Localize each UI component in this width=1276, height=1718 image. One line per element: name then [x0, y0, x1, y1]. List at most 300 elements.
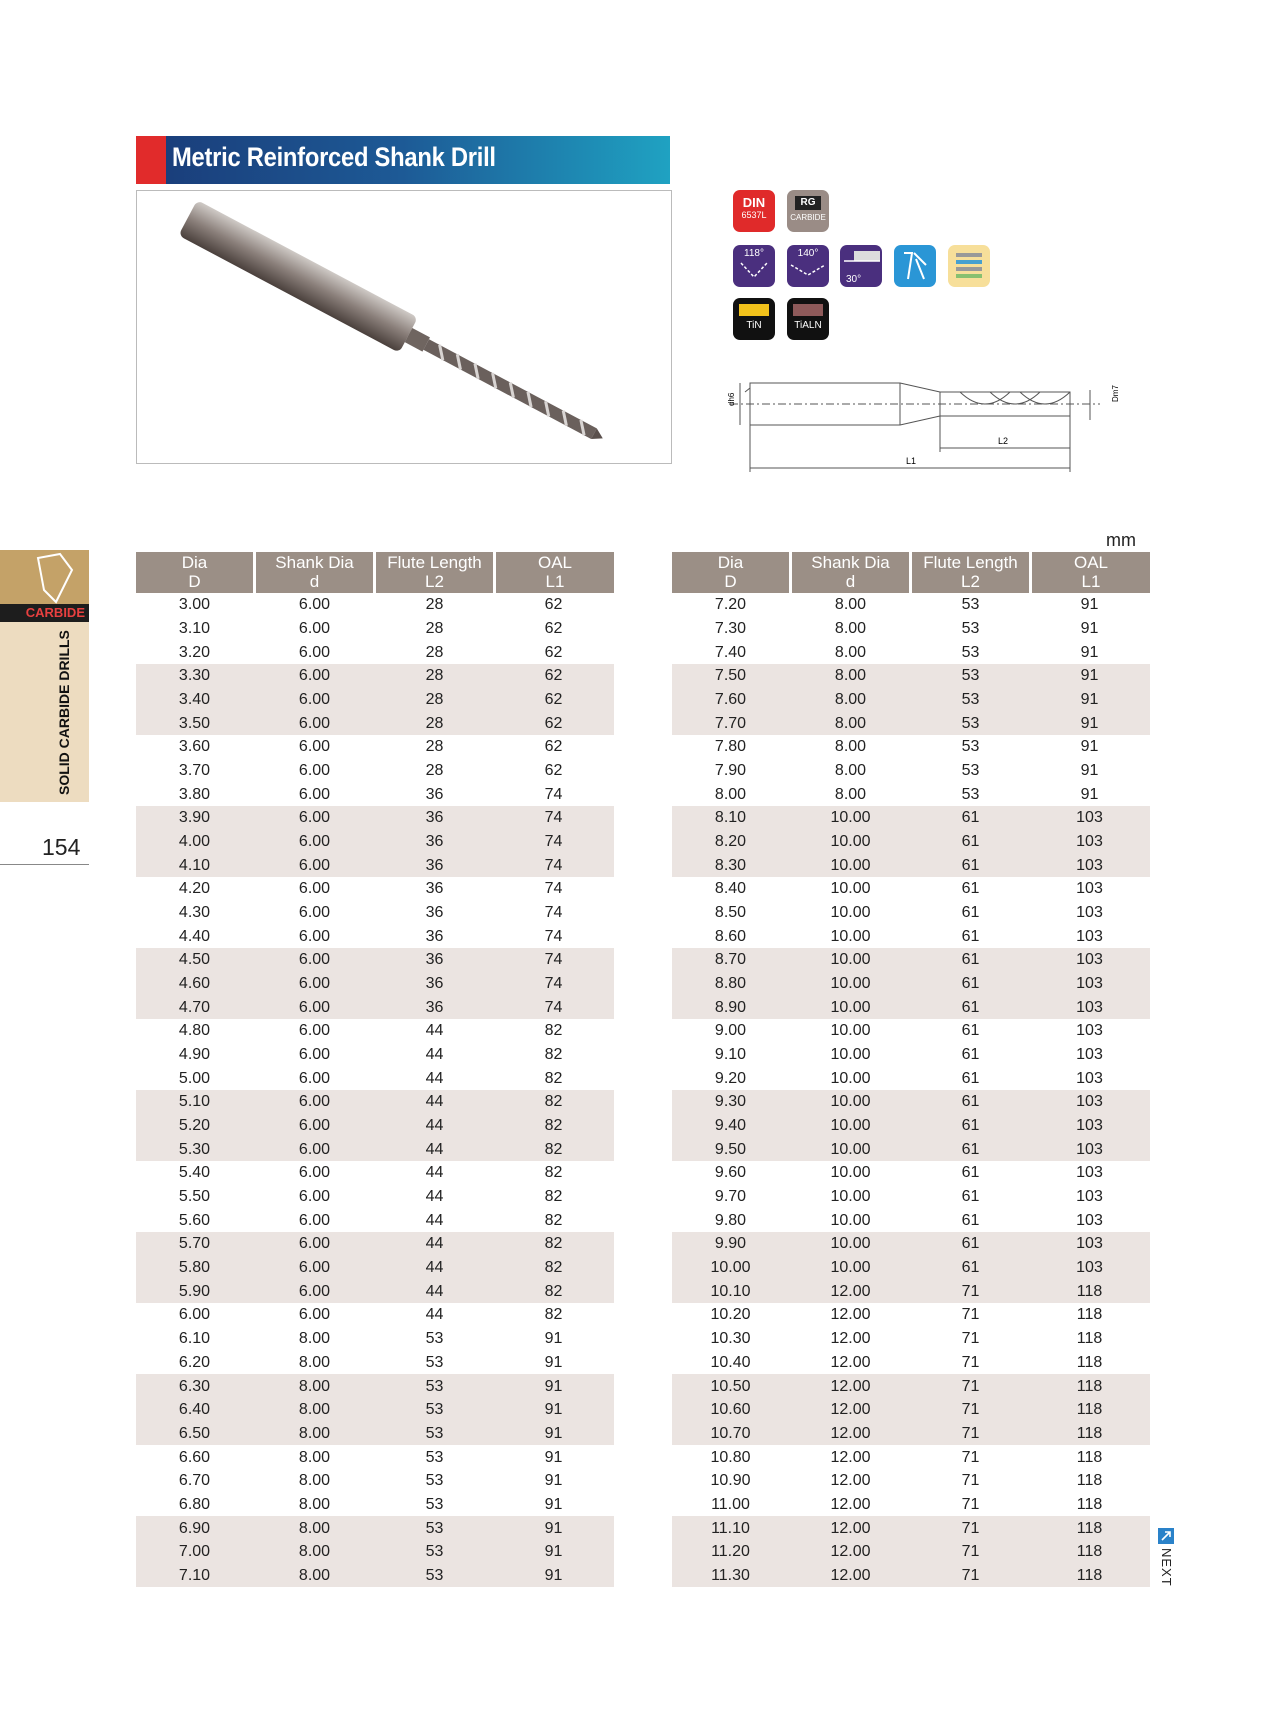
cell-oal: 82	[544, 1046, 563, 1064]
table-row	[672, 1327, 1150, 1351]
cell-dia: 7.40	[714, 643, 747, 661]
cell-dia: 4.20	[178, 880, 211, 898]
cell-dia: 5.50	[178, 1188, 211, 1206]
cell-shank-dia: 10.00	[830, 1069, 871, 1087]
cell-flute-length: 53	[961, 620, 980, 637]
cell-oal: 91	[1080, 738, 1099, 756]
table-row	[672, 1066, 1150, 1090]
cell-dia: 6.50	[136, 1422, 256, 1446]
cell-flute-length: 28	[425, 620, 444, 637]
cell-flute-length: 61	[961, 1188, 980, 1206]
cell-oal: 118	[1032, 1564, 1150, 1588]
table-row	[672, 1161, 1150, 1185]
table-row	[672, 1043, 1150, 1067]
application-chart-icon	[948, 245, 990, 287]
cell-shank-dia: 8.00	[298, 1495, 331, 1513]
section-name: SOLID CARBIDE DRILLS	[56, 630, 72, 795]
cell-shank-dia: 12.00	[792, 1422, 912, 1446]
table-row	[672, 735, 1150, 759]
cell-shank-dia: 6.00	[256, 688, 376, 712]
arrow-icon	[1158, 1528, 1174, 1544]
cell-dia: 7.10	[136, 1564, 256, 1588]
cell-dia: 9.10	[714, 1046, 747, 1064]
drill-photo-image	[137, 191, 671, 463]
cell-oal: 62	[496, 664, 614, 688]
cell-oal: 74	[496, 972, 614, 996]
table-row	[672, 759, 1150, 783]
cell-oal: 62	[544, 620, 563, 637]
table-row	[136, 853, 614, 877]
cell-dia: 7.60	[672, 688, 792, 712]
cell-shank-dia: 10.00	[792, 806, 912, 830]
table-row	[672, 1019, 1150, 1043]
cell-oal: 103	[1032, 1256, 1150, 1280]
carbide-label: CARBIDE	[0, 604, 89, 622]
cell-dia: 6.30	[136, 1374, 256, 1398]
table-row	[672, 640, 1150, 664]
cell-dia: 9.60	[714, 1164, 747, 1182]
cell-dia: 4.70	[136, 995, 256, 1019]
cell-shank-dia: 8.00	[834, 762, 867, 780]
cell-flute-length: 61	[961, 880, 980, 898]
cell-shank-dia: 6.00	[298, 1211, 331, 1229]
table-row	[672, 1114, 1150, 1138]
cell-oal: 91	[544, 1495, 563, 1513]
cell-dia: 3.70	[178, 762, 211, 780]
cell-oal: 118	[1032, 1398, 1150, 1422]
cell-dia: 5.20	[136, 1114, 256, 1138]
cell-oal: 103	[1076, 1022, 1103, 1040]
table-row	[672, 1540, 1150, 1564]
table-row	[672, 853, 1150, 877]
table-row	[672, 1185, 1150, 1209]
cell-dia: 3.00	[178, 596, 211, 614]
cell-oal: 103	[1032, 995, 1150, 1019]
cell-oal: 82	[496, 1256, 614, 1280]
cell-flute-length: 53	[912, 664, 1032, 688]
cell-dia: 9.20	[714, 1069, 747, 1087]
cell-flute-length: 71	[912, 1516, 1032, 1540]
cell-oal: 91	[544, 1472, 563, 1490]
cell-shank-dia: 10.00	[830, 1211, 871, 1229]
table-row	[672, 1351, 1150, 1375]
cell-shank-dia: 12.00	[792, 1516, 912, 1540]
unit-label: mm	[1106, 530, 1136, 550]
cell-shank-dia: 6.00	[256, 972, 376, 996]
cell-flute-length: 44	[425, 1188, 444, 1206]
cell-oal: 91	[496, 1422, 614, 1446]
table-row	[136, 1398, 614, 1422]
table-row	[136, 1114, 614, 1138]
cell-dia: 6.70	[178, 1472, 211, 1490]
cell-shank-dia: 6.00	[298, 1069, 331, 1087]
cell-shank-dia: 6.00	[298, 1046, 331, 1064]
tin-coating-badge	[733, 298, 775, 340]
point-angle-118-badge	[733, 245, 775, 287]
cell-dia: 10.80	[710, 1448, 751, 1466]
col-header-flute-length: Flute Length L2	[376, 552, 496, 593]
cell-dia: 11.20	[672, 1540, 792, 1564]
table-row	[136, 1516, 614, 1540]
col-header-dia: Dia D	[136, 552, 256, 593]
cell-shank-dia: 10.00	[830, 1164, 871, 1182]
cell-dia: 9.70	[714, 1188, 747, 1206]
cell-oal: 103	[1032, 948, 1150, 972]
drill-logo-icon	[0, 550, 89, 606]
table-row	[672, 1279, 1150, 1303]
cell-oal: 103	[1076, 1046, 1103, 1064]
cell-flute-length: 36	[376, 972, 496, 996]
cell-dia: 6.10	[178, 1330, 211, 1348]
cell-flute-length: 44	[376, 1114, 496, 1138]
cell-oal: 91	[1032, 664, 1150, 688]
cell-shank-dia: 6.00	[256, 806, 376, 830]
cell-oal: 91	[1032, 688, 1150, 712]
cell-flute-length: 71	[961, 1472, 980, 1490]
cell-dia: 5.40	[178, 1164, 211, 1182]
cell-oal: 118	[1076, 1448, 1103, 1466]
cell-dia: 4.90	[178, 1046, 211, 1064]
cell-oal: 103	[1032, 806, 1150, 830]
table-row	[136, 1540, 614, 1564]
cell-dia: 11.30	[672, 1564, 792, 1588]
cell-oal: 118	[1076, 1306, 1103, 1324]
angle-140-label: 140°	[797, 248, 819, 259]
table-row	[136, 640, 614, 664]
table-row	[672, 1422, 1150, 1446]
cell-oal: 82	[496, 1232, 614, 1256]
cell-dia: 9.30	[672, 1090, 792, 1114]
cell-flute-length: 61	[912, 972, 1032, 996]
cell-oal: 118	[1076, 1353, 1103, 1371]
cell-flute-length: 44	[376, 1232, 496, 1256]
cell-flute-length: 53	[376, 1540, 496, 1564]
cell-flute-length: 53	[376, 1374, 496, 1398]
cell-oal: 82	[544, 1022, 563, 1040]
cell-flute-length: 36	[376, 948, 496, 972]
cell-shank-dia: 6.00	[298, 596, 331, 614]
cell-shank-dia: 6.00	[298, 738, 331, 756]
next-page-icon[interactable]	[1158, 1528, 1174, 1544]
cell-dia: 10.00	[672, 1256, 792, 1280]
cell-oal: 118	[1032, 1422, 1150, 1446]
cell-flute-length: 28	[425, 596, 444, 614]
table-row	[136, 735, 614, 759]
table-row	[672, 877, 1150, 901]
cell-shank-dia: 10.00	[792, 1090, 912, 1114]
cell-flute-length: 71	[912, 1540, 1032, 1564]
table-row	[672, 1137, 1150, 1161]
table-row	[672, 1469, 1150, 1493]
helix-angle-label: 30°	[846, 274, 862, 285]
table-row	[136, 711, 614, 735]
table-row	[136, 1137, 614, 1161]
cell-shank-dia: 12.00	[792, 1564, 912, 1588]
cell-shank-dia: 6.00	[256, 1137, 376, 1161]
cell-oal: 82	[544, 1211, 563, 1229]
point-angle-icon	[787, 259, 829, 281]
table-row	[136, 972, 614, 996]
table-row	[672, 688, 1150, 712]
point-angle-icon	[733, 259, 775, 281]
cell-oal: 74	[496, 830, 614, 854]
cell-dia: 6.00	[178, 1306, 211, 1324]
cell-oal: 118	[1076, 1495, 1103, 1513]
table-row	[672, 1445, 1150, 1469]
cell-dia: 9.80	[714, 1211, 747, 1229]
page-number-rule	[0, 864, 89, 865]
table-row	[136, 1208, 614, 1232]
table-row	[672, 711, 1150, 735]
cell-shank-dia: 10.00	[792, 1256, 912, 1280]
cell-flute-length: 44	[425, 1046, 444, 1064]
cell-shank-dia: 10.00	[792, 1232, 912, 1256]
cell-flute-length: 44	[376, 1137, 496, 1161]
cell-shank-dia: 12.00	[792, 1540, 912, 1564]
cell-dia: 7.50	[672, 664, 792, 688]
cell-oal: 82	[496, 1090, 614, 1114]
product-photo	[136, 190, 672, 464]
cell-shank-dia: 6.00	[298, 1022, 331, 1040]
table-row	[672, 948, 1150, 972]
cell-flute-length: 61	[961, 1164, 980, 1182]
cell-oal: 118	[1076, 1330, 1103, 1348]
table-row	[136, 1564, 614, 1588]
cell-shank-dia: 10.00	[830, 1188, 871, 1206]
table-row	[672, 901, 1150, 925]
cell-shank-dia: 8.00	[792, 711, 912, 735]
table-row	[672, 1256, 1150, 1280]
cell-oal: 103	[1032, 830, 1150, 854]
cell-dia: 3.60	[178, 738, 211, 756]
cell-dia: 7.30	[714, 620, 747, 637]
cell-dia: 10.50	[672, 1374, 792, 1398]
tialn-label: TiALN	[794, 320, 822, 331]
cell-shank-dia: 10.00	[830, 927, 871, 945]
cell-shank-dia: 8.00	[834, 738, 867, 756]
cell-flute-length: 61	[961, 1069, 980, 1087]
cell-oal: 74	[544, 785, 563, 803]
cell-flute-length: 61	[961, 1022, 980, 1040]
cell-dia: 7.90	[714, 762, 747, 780]
table-row	[136, 759, 614, 783]
cell-oal: 118	[1032, 1279, 1150, 1303]
cell-dia: 8.40	[714, 880, 747, 898]
grade-badge-label: RG	[795, 196, 821, 210]
cell-dia: 8.10	[672, 806, 792, 830]
cell-dia: 9.00	[714, 1022, 747, 1040]
cell-shank-dia: 12.00	[830, 1306, 871, 1324]
table-row	[136, 1232, 614, 1256]
cell-flute-length: 53	[961, 785, 980, 803]
cell-oal: 118	[1076, 1472, 1103, 1490]
cell-shank-dia: 10.00	[830, 1022, 871, 1040]
helix-angle-badge	[840, 245, 882, 287]
cell-flute-length: 61	[912, 1137, 1032, 1161]
table-row	[672, 593, 1150, 617]
cell-oal: 62	[496, 711, 614, 735]
cell-dia: 5.90	[136, 1279, 256, 1303]
cell-dia: 4.50	[136, 948, 256, 972]
cell-dia: 9.90	[672, 1232, 792, 1256]
table-row	[672, 1398, 1150, 1422]
cell-shank-dia: 12.00	[792, 1374, 912, 1398]
cell-dia: 10.90	[710, 1472, 751, 1490]
table-row	[136, 1161, 614, 1185]
cell-shank-dia: 8.00	[834, 596, 867, 614]
cell-dia: 5.00	[178, 1069, 211, 1087]
cell-oal: 103	[1076, 1164, 1103, 1182]
cell-oal: 62	[496, 688, 614, 712]
cell-flute-length: 61	[961, 904, 980, 922]
table-row	[136, 1303, 614, 1327]
cell-dia: 4.10	[136, 853, 256, 877]
cell-shank-dia: 10.00	[792, 830, 912, 854]
cell-oal: 91	[496, 1564, 614, 1588]
table-row	[136, 1374, 614, 1398]
cell-oal: 91	[1080, 785, 1099, 803]
cell-dia: 7.70	[672, 711, 792, 735]
table-row	[136, 806, 614, 830]
cell-shank-dia: 8.00	[298, 1353, 331, 1371]
cell-dia: 6.20	[178, 1353, 211, 1371]
cell-shank-dia: 8.00	[256, 1398, 376, 1422]
table-row	[136, 593, 614, 617]
cell-flute-length: 71	[912, 1564, 1032, 1588]
cell-dia: 8.30	[672, 853, 792, 877]
col-header-dia: Dia D	[672, 552, 792, 593]
title-accent	[136, 136, 166, 184]
cell-oal: 91	[544, 1448, 563, 1466]
cell-oal: 91	[496, 1374, 614, 1398]
cell-flute-length: 61	[912, 1090, 1032, 1114]
cell-shank-dia: 12.00	[830, 1330, 871, 1348]
cell-flute-length: 44	[425, 1164, 444, 1182]
cell-shank-dia: 8.00	[256, 1564, 376, 1588]
cell-shank-dia: 6.00	[256, 1090, 376, 1114]
cell-dia: 4.30	[178, 904, 211, 922]
cell-oal: 103	[1076, 1188, 1103, 1206]
tin-color-swatch	[739, 304, 769, 316]
cell-shank-dia: 8.00	[298, 1330, 331, 1348]
cell-dia: 4.60	[136, 972, 256, 996]
cell-shank-dia: 8.00	[256, 1422, 376, 1446]
cell-shank-dia: 10.00	[792, 948, 912, 972]
cell-flute-length: 44	[425, 1069, 444, 1087]
table-row	[672, 972, 1150, 996]
flute-dim-label: L2	[998, 436, 1009, 446]
cell-dia: 3.20	[178, 643, 211, 661]
spiral-flute-icon	[894, 245, 936, 287]
cell-oal: 74	[544, 927, 563, 945]
cell-oal: 103	[1032, 853, 1150, 877]
cell-flute-length: 61	[961, 927, 980, 945]
cell-oal: 103	[1032, 1114, 1150, 1138]
table-row	[136, 1066, 614, 1090]
cell-oal: 91	[1080, 620, 1099, 637]
cell-flute-length: 28	[425, 762, 444, 780]
table-row	[672, 1374, 1150, 1398]
cell-flute-length: 44	[425, 1211, 444, 1229]
cell-shank-dia: 10.00	[792, 1137, 912, 1161]
cell-dia: 5.60	[178, 1211, 211, 1229]
cell-dia: 3.50	[136, 711, 256, 735]
table-row	[136, 1422, 614, 1446]
cell-shank-dia: 8.00	[298, 1472, 331, 1490]
shank-dim-label: dh6	[727, 392, 736, 406]
cell-dia: 5.70	[136, 1232, 256, 1256]
cell-flute-length: 61	[961, 1046, 980, 1064]
dia-dim-label: Dm7	[1111, 385, 1120, 402]
cell-oal: 103	[1076, 1211, 1103, 1229]
cell-oal: 91	[496, 1398, 614, 1422]
tin-label: TiN	[746, 320, 762, 331]
cell-shank-dia: 10.00	[792, 995, 912, 1019]
cell-flute-length: 28	[376, 664, 496, 688]
cell-shank-dia: 6.00	[298, 927, 331, 945]
table-row	[136, 901, 614, 925]
cell-shank-dia: 8.00	[834, 643, 867, 661]
table-row	[672, 830, 1150, 854]
cell-flute-length: 61	[912, 1256, 1032, 1280]
cell-flute-length: 36	[425, 904, 444, 922]
din-badge-label: DIN	[742, 195, 766, 210]
cell-shank-dia: 6.00	[256, 1256, 376, 1280]
cell-shank-dia: 12.00	[830, 1472, 871, 1490]
cell-flute-length: 36	[425, 880, 444, 898]
cell-shank-dia: 12.00	[792, 1398, 912, 1422]
cell-dia: 6.40	[136, 1398, 256, 1422]
cell-flute-length: 36	[376, 995, 496, 1019]
cell-oal: 82	[544, 1069, 563, 1087]
cell-shank-dia: 10.00	[792, 972, 912, 996]
table-row	[136, 995, 614, 1019]
cell-shank-dia: 8.00	[834, 620, 867, 637]
table-row	[136, 1019, 614, 1043]
cell-flute-length: 36	[376, 806, 496, 830]
cell-dia: 5.80	[136, 1256, 256, 1280]
table-row	[672, 1208, 1150, 1232]
cell-shank-dia: 6.00	[256, 853, 376, 877]
cell-oal: 62	[544, 643, 563, 661]
cell-dia: 7.00	[136, 1540, 256, 1564]
cell-oal: 91	[1032, 711, 1150, 735]
next-page-link[interactable]: NEXT	[1159, 1548, 1174, 1587]
cell-dia: 4.00	[136, 830, 256, 854]
table-row	[672, 1303, 1150, 1327]
cell-dia: 3.30	[136, 664, 256, 688]
table-row	[136, 1493, 614, 1517]
cell-flute-length: 61	[912, 830, 1032, 854]
table-row	[136, 1351, 614, 1375]
cell-oal: 74	[544, 880, 563, 898]
cell-oal: 82	[496, 1279, 614, 1303]
cell-dia: 5.10	[136, 1090, 256, 1114]
cell-oal: 62	[544, 596, 563, 614]
cell-oal: 118	[1032, 1540, 1150, 1564]
cell-oal: 82	[544, 1164, 563, 1182]
cell-dia: 10.70	[672, 1422, 792, 1446]
cell-flute-length: 61	[912, 995, 1032, 1019]
cell-shank-dia: 6.00	[256, 664, 376, 688]
cell-shank-dia: 6.00	[256, 1232, 376, 1256]
cell-dia: 8.00	[714, 785, 747, 803]
cell-dia: 10.20	[710, 1306, 751, 1324]
application-chart-badge	[948, 245, 990, 287]
cell-shank-dia: 8.00	[256, 1516, 376, 1540]
spec-table-left	[136, 552, 614, 1587]
angle-118-label: 118°	[744, 248, 764, 259]
